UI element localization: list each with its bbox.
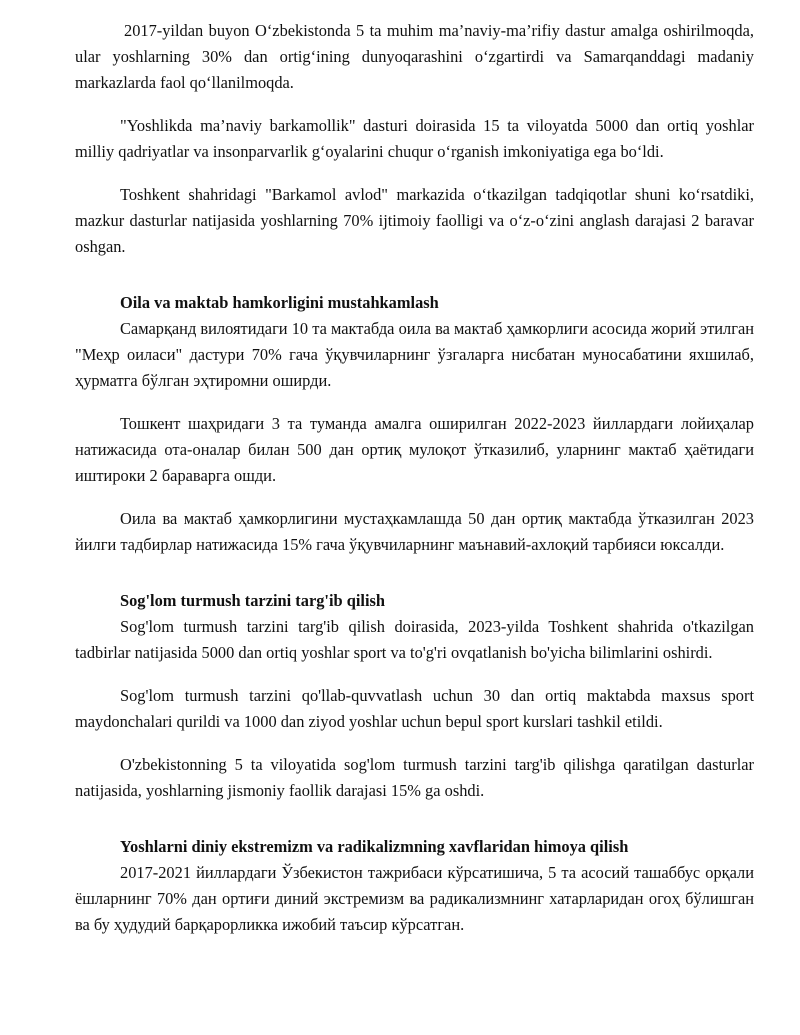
section-heading: Yoshlarni diniy ekstremizm va radikalizmning xavflaridan himoya qilish (120, 837, 629, 856)
section-heading: Oila va maktab hamkorligini mustahkamlash (120, 293, 439, 312)
paragraph: Оила ва мактаб ҳамкорлигини мустаҳкамлашда 50 дан ортиқ мактабда ўтказилган 2023 йилги тадбирлар натижасида 15% гача ўқувчиларнинг маънавий-ахлоқий тарбияси юксалди. (75, 509, 754, 554)
paragraph: 2017-2021 йиллардаги Ўзбекистон тажрибаси кўрсатишича, 5 та асосий ташаббус орқали ёшларнинг 70% дан ортиғи диний экстремизм ва радикализмнинг хатарларидан огоҳ бўлишган ва бу ҳудудий барқарорликка ижобий таъсир кўрсатган. (75, 863, 754, 934)
paragraph: O'zbekistonning 5 ta viloyatida sog'lom turmush tarzini targ'ib qilishga qaratilgan dasturlar natijasida, yoshlarning jismoniy faollik darajasi 15% ga oshdi. (75, 755, 754, 800)
section-healthy-lifestyle (75, 588, 754, 804)
paragraph: Toshkent shahridagi "Barkamol avlod" markazida o‘tkazilgan tadqiqotlar shuni ko‘rsatdiki, mazkur dasturlar natijasida yoshlarning 70% ijtimoiy faolligi va o‘z-o‘zini anglash darajasi 2 baravar oshgan. (75, 185, 754, 256)
paragraph: Sog'lom turmush tarzini targ'ib qilish doirasida, 2023-yilda Toshkent shahrida o'tkazilgan tadbirlar natijasida 5000 dan ortiq yoshlar sport va to'g'ri ovqatlanish bo'yicha bilimlarini oshirdi. (75, 617, 754, 662)
section-heading: Sog'lom turmush tarzini targ'ib qilish (120, 591, 386, 610)
paragraph: Самарқанд вилоятидаги 10 та мактабда оила ва мактаб ҳамкорлиги асосида жорий этилган "Меҳр оиласи" дастури 70% гача ўқувчиларнинг ўзгаларга нисбатан муносабатини яхшилаб, ҳурматга бўлган эҳтиромни оширди. (75, 319, 754, 390)
paragraph: "Yoshlikda ma’naviy barkamollik" dasturi doirasida 15 ta viloyatda 5000 dan ortiq yoshlar milliy qadriyatlar va insonparvarlik g‘oyalarini chuqur o‘rganish imkoniyatiga ega bo‘ldi. (75, 116, 754, 161)
paragraph: Sog'lom turmush tarzini qo'llab-quvvatlash uchun 30 dan ortiq maktabda maxsus sport maydonchalari qurildi va 1000 dan ziyod yoshlar uchun bepul sport kurslari tashkil etildi. (75, 686, 754, 731)
paragraph: 2017-yildan buyon O‘zbekistonda 5 ta muhim ma’naviy-ma’rifiy dastur amalga oshirilmoqda, ular yoshlarning 30% dan ortig‘ining dunyoqarashini o‘zgartirdi va Samarqanddagi madaniy markazlarda faol qo‘llanilmoqda. (75, 21, 754, 92)
paragraph: Тошкент шаҳридаги 3 та туманда амалга оширилган 2022-2023 йиллардаги лойиҳалар натижасида ота-оналар билан 500 дан ортиқ мулоқот ўтказилиб, уларнинг мактаб ҳаётидаги иштироки 2 бараварга ошди. (75, 414, 754, 485)
intro-section (75, 18, 754, 260)
section-extremism-protection (75, 834, 754, 938)
section-family-school (75, 290, 754, 558)
